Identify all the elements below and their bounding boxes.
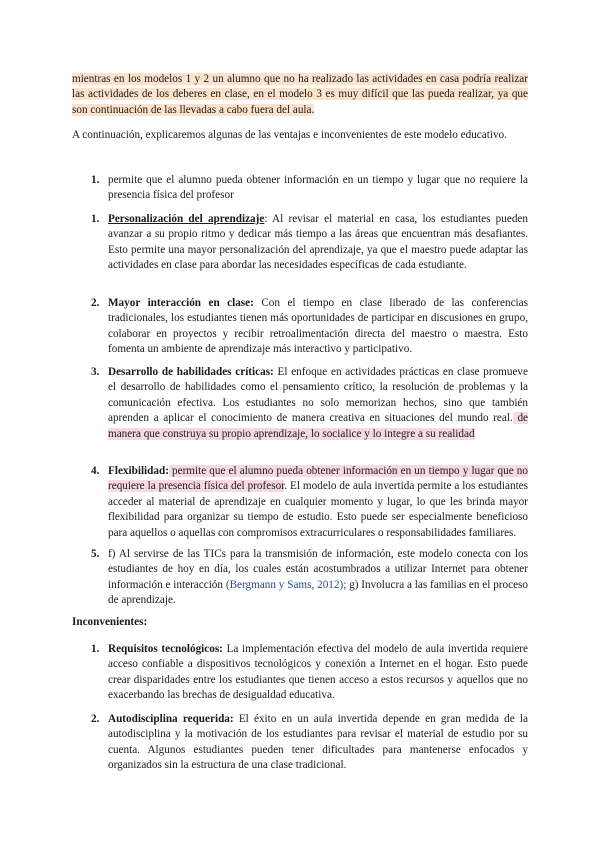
ventaja4-paragraph [108,464,528,541]
ventaja2-paragraph [108,296,528,358]
ventaja3-paragraph [108,365,528,442]
inconveniente1-text: La implementación efectiva del modelo de aula invertida requiere acceso confiable a dispositivos tecnológicos y conexión a Internet en el hogar. Esto puede crear disparidades entre los estudiantes que tienen acceso a estos recursos y aquellos que no exacerbando las brechas de desigualdad educativa. [108,643,528,702]
ventaja3-number: 3. [91,366,100,378]
intro-paragraph: A continuación, explicaremos algunas de las ventajas e inconvenientes de este modelo educativo. [72,129,507,141]
ventaja1-text: : Al revisar el material en casa, los estudiantes pueden avanzar a su propio ritmo y dedicar más tiempo a las áreas que encuentran más desafiantes. Esto permite una mayor personalización del aprendizaje, ya que el maestro puede adaptar las actividades en clase para abordar las necesidades específicas de cada estudiante. [108,213,528,272]
item0-text: permite que el alumno pueda obtener información en un tiempo y lugar que no requiere la presencia física del profesor [108,174,528,202]
ventaja2-text: Con el tiempo en clase liberado de las conferencias tradicionales, los estudiantes tienen más oportunidades de participar en discusiones en grupo, colaborar en proyectos y recibir retroalimentación directa del maestro o maestra. Esto fomenta un ambiente de aprendizaje más interactivo y participativo. [108,297,528,356]
inconveniente2-number: 2. [91,713,100,725]
intro-highlight-paragraph [72,72,528,118]
ventaja3-text: El enfoque en actividades prácticas en clase promueve el desarrollo de habilidades como el pensamiento crítico, la resolución de problemas y la comunicación efectiva. Los estudiantes no solo memorizan hechos, sino que también aprenden a aplicar el conocimiento de manera creativa en situaciones del mundo real. [108,366,528,425]
ventaja3-highlight: de manera que construya su propio aprendizaje, lo socialice y lo integre a su realidad [108,412,529,440]
ventaja1-number: 1. [91,213,100,225]
ventaja2-title: Mayor interacción en clase: [108,297,254,309]
inconveniente2-paragraph [108,712,528,774]
inconvenientes-heading: Inconvenientes: [72,616,148,628]
item0-number: 1. [91,174,100,186]
ventaja1-paragraph [108,212,528,274]
ventaja5-number: 5. [91,548,100,560]
ventaja4-title: Flexibilidad: [108,465,169,477]
ventaja5-citation: (Bergmann y Sams, 2012); [225,578,347,591]
ventaja5-paragraph [108,547,528,609]
ventaja1-title: Personalización del aprendizaje [108,213,265,225]
inconveniente2-text: El éxito en un aula invertida depende en gran medida de la autodisciplina y la motivación de los estudiantes para revisar el material de estudio por su cuenta. Algunos estudiantes pueden tener dificultades para mantenerse enfocados y organizados sin la estructura de una clase tradicional. [108,713,528,772]
ventaja4-text: . El modelo de aula invertida permite a los estudiantes acceder al material de aprendizaje en cualquier momento y lugar, lo que les brinda mayor flexibilidad para organizar su tiempo de estudio. Esto puede ser especialmente beneficioso para aquellos o aquellas con compromisos extracurriculares o responsabilidades familiares. [108,480,529,539]
intro-highlight-text: mientras en los modelos 1 y 2 un alumno que no ha realizado las actividades en casa podría realizar las actividades de los deberes en clase, en el modelo 3 es muy difícil que las pueda realizar, ya que son continuación de las llevadas a cabo fuera del aula. [72,73,528,116]
ventaja4-highlight: permite que el alumno pueda obtener información en un tiempo y lugar que no requiere la presencia física del profesor [108,465,528,493]
inconveniente1-number: 1. [91,643,100,655]
ventaja3-title: Desarrollo de habilidades críticas: [108,366,274,378]
inconveniente1-paragraph [108,642,528,704]
ventaja4-number: 4. [91,465,100,477]
inconveniente2-title: Autodisciplina requerida: [108,713,234,725]
inconveniente1-title: Requisitos tecnológicos: [108,643,223,655]
ventaja5-text-a: f) Al servirse de las TICs para la transmisión de información, este modelo conecta con los estudiantes de hoy en día, los cuales están acostumbrados a utilizar Internet para obtener información e interacción [108,548,528,591]
ventaja2-number: 2. [91,297,100,309]
ventaja5-text-b: g) Involucra a las familias en el proceso de aprendizaje. [108,578,529,607]
